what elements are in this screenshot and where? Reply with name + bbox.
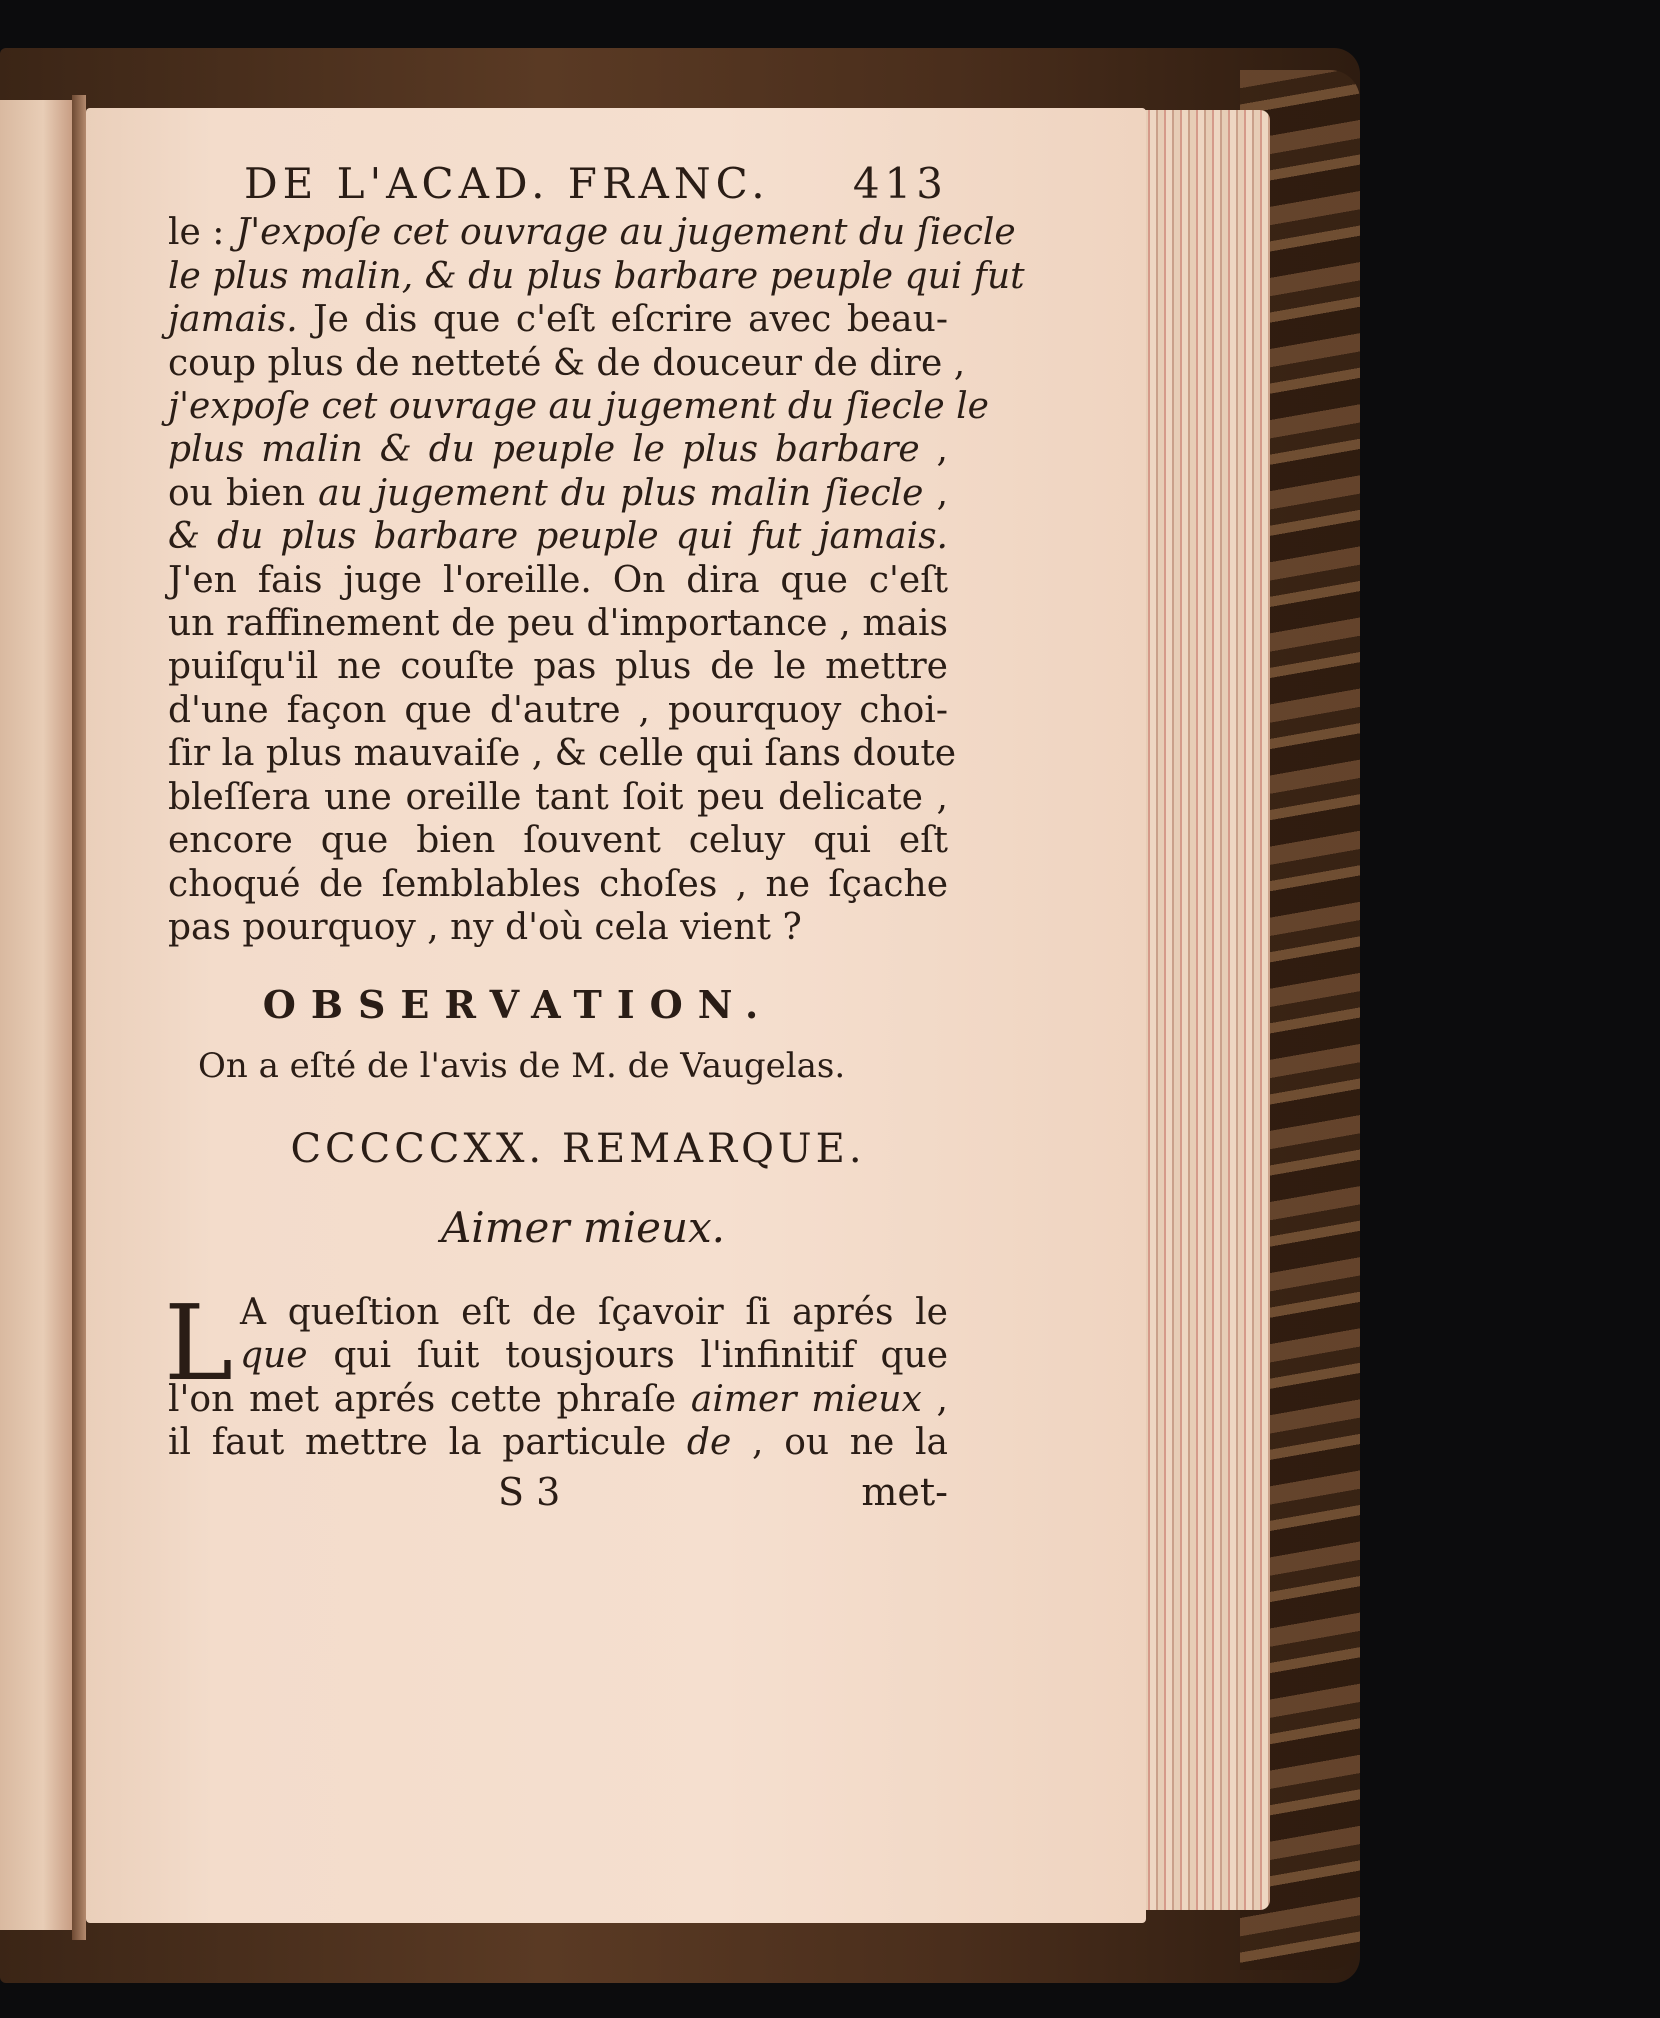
running-head-title: DE L'ACAD. FRANC. [244, 159, 770, 208]
text-line [168, 472, 948, 515]
text-run: Je dis que c'eſt eſcrire avec beau- [297, 299, 948, 341]
text-line [168, 1378, 948, 1421]
italic-run: que [240, 1335, 308, 1377]
text-line [168, 559, 948, 602]
italic-run: & du plus barbare peuple qui fut jamais. [168, 516, 948, 558]
remarque-heading: CCCCCXX. REMARQUE. [290, 1126, 866, 1173]
remarque-paragraph [164, 1281, 949, 1465]
text-run: puiſqu'il ne couſte pas plus de le mettre [168, 646, 948, 688]
text-line [168, 689, 948, 732]
text-run: , ou ne la [731, 1422, 948, 1464]
text-run: ou bien [168, 472, 319, 514]
italic-run: le plus malin, & du plus barbare peuple qui fut [168, 255, 1025, 297]
text-run: coup plus de netteté & de douceur de dire , [168, 342, 966, 384]
text-run: choqué de ſemblables choſes , ne ſçache [168, 863, 948, 905]
page-number: 413 [852, 159, 948, 208]
text-run: le : [168, 212, 236, 254]
page-text [164, 159, 1025, 1514]
text-run: un raffinement de peu d'importance , mais [168, 603, 948, 645]
facing-page-edge [0, 100, 72, 1930]
text-run: pas pourquoy , ny d'où cela vient ? [168, 906, 802, 948]
text-line [168, 819, 948, 862]
observation-text: On a eſté de l'avis de M. de Vaugelas. [198, 1045, 846, 1086]
text-run: ſir la plus mauvaiſe , & celle qui ſans doute [168, 733, 957, 775]
italic-run: j'expoſe cet ouvrage au jugement du ſiecle le [168, 386, 989, 428]
text-line [168, 1421, 948, 1464]
text-line [168, 602, 948, 645]
text-run: J'en fais juge l'oreille. On dira que c'eſt [168, 559, 948, 601]
text-line [168, 732, 957, 775]
text-run: , [919, 429, 948, 471]
text-run: bleſſera une oreille tant ſoit peu delicate , [168, 776, 948, 818]
text-line [168, 776, 948, 819]
text-run: l'on met aprés cette phraſe [168, 1378, 691, 1420]
text-line [168, 645, 948, 688]
text-line [168, 255, 1025, 298]
drop-cap: L [164, 1281, 234, 1404]
text-line [168, 1334, 948, 1377]
text-run: il faut mettre la particule [168, 1422, 687, 1464]
text-run: A queſtion eſt de ſçavoir ſi aprés le [240, 1291, 948, 1333]
text-line [168, 863, 948, 906]
text-line [168, 515, 948, 558]
text-line [168, 342, 966, 385]
italic-run: jamais. [168, 299, 298, 341]
page-footer [168, 1471, 948, 1514]
italic-run: J'expoſe cet ouvrage au jugement du ſiecle [235, 212, 1016, 254]
italic-run: aimer mieux [690, 1378, 922, 1420]
signature-mark: S 3 [498, 1469, 561, 1514]
remarque-lines [168, 1291, 948, 1465]
text-line [168, 385, 989, 428]
text-line [168, 298, 948, 341]
italic-run: plus malin & du peuple le plus barbare [168, 429, 920, 471]
running-head [168, 159, 948, 208]
text-run: encore que bien ſouvent celuy qui eſt [168, 820, 948, 862]
remarque-subject: Aimer mieux. [440, 1202, 726, 1252]
book-gutter [72, 95, 86, 1940]
text-line [168, 428, 948, 471]
text-line [168, 906, 948, 949]
text-run: qui ſuit tousjours l'infinitif que [307, 1335, 948, 1377]
text-line [168, 1291, 948, 1334]
observation-heading: OBSERVATION. [262, 982, 774, 1028]
italic-run: de [686, 1422, 732, 1464]
body-text [168, 211, 1025, 949]
italic-run: au jugement du plus malin ſiecle [318, 472, 924, 514]
text-run: , [923, 472, 949, 514]
text-run: , [921, 1378, 949, 1420]
text-run: d'une façon que d'autre , pourquoy choi- [168, 689, 948, 731]
catchword: met- [861, 1469, 948, 1514]
text-line [168, 211, 1016, 254]
